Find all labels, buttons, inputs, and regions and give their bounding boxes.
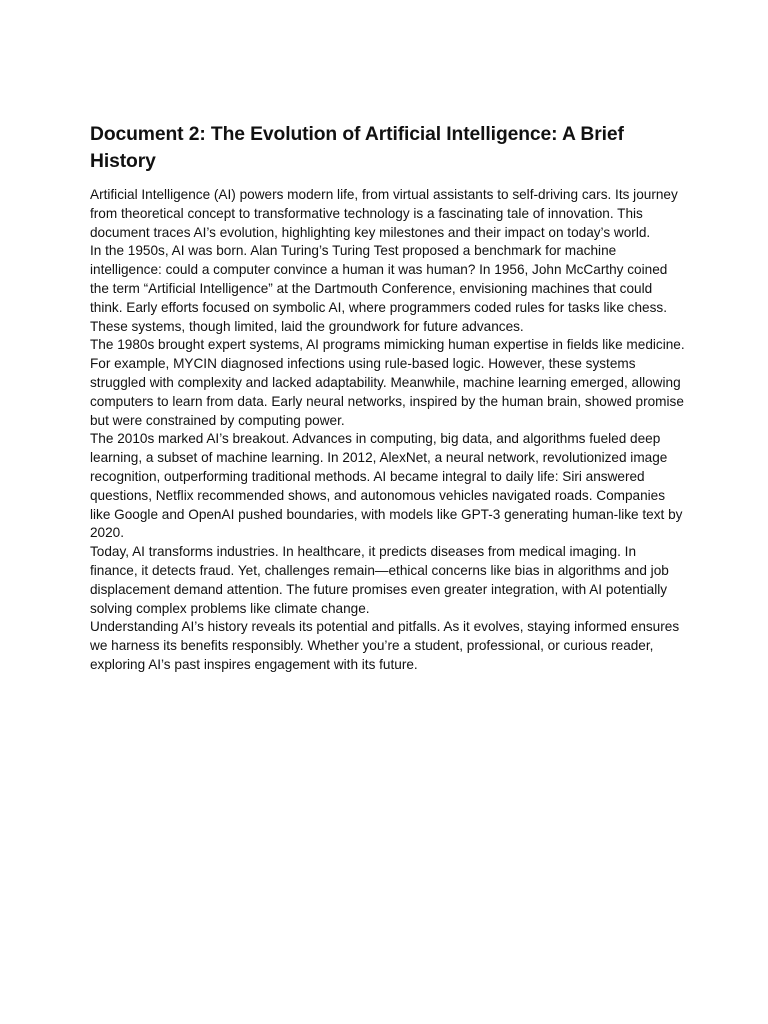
paragraph-2010s: The 2010s marked AI’s breakout. Advances in computing, big data, and algorithms fueled deep learning, a subset of machine learning. In 2012, AlexNet, a neural network, revolutionized image recognition, outperforming traditional methods. AI became integral to daily life: Siri answered questions, Netflix recommended shows, and autonomous vehicles navigated roads. Companies like Google and OpenAI pushed boundaries, with models like GPT-3 generating human-like text by 2020.: [90, 431, 683, 541]
paragraph-introduction: Artificial Intelligence (AI) powers modern life, from virtual assistants to self-driving cars. Its journey from theoretical concept to transformative technology is a fascinating tale of innovation. This document traces AI’s evolution, highlighting key milestones and their impact on today’s world.: [90, 187, 678, 240]
paragraph-1950s: In the 1950s, AI was born. Alan Turing’s Turing Test proposed a benchmark for machine intelligence: could a computer convince a human it was human? In 1956, John McCarthy coined the term “Artificial Intelligence” at the Dartmouth Conference, envisioning machines that could think. Early efforts focused on symbolic AI, where programmers coded rules for tasks like chess. These systems, though limited, laid the groundwork for future advances.: [90, 243, 668, 334]
paragraph-today: Today, AI transforms industries. In healthcare, it predicts diseases from medical imaging. In finance, it detects fraud. Yet, challenges remain—ethical concerns like bias in algorithms and job displacement demand attention. The future promises even greater integration, with AI potentially solving complex problems like climate change.: [90, 544, 669, 616]
document-body: [90, 121, 686, 675]
paragraph-1980s: The 1980s brought expert systems, AI programs mimicking human expertise in fields like medicine. For example, MYCIN diagnosed infections using rule-based logic. However, these systems struggled with complexity and lacked adaptability. Meanwhile, machine learning emerged, allowing computers to learn from data. Early neural networks, inspired by the human brain, showed promise but were constrained by computing power.: [90, 337, 685, 428]
paragraph-conclusion: Understanding AI’s history reveals its potential and pitfalls. As it evolves, staying informed ensures we harness its benefits responsibly. Whether you’re a student, professional, or curious reader, exploring AI’s past inspires engagement with its future.: [90, 619, 680, 672]
document-title: Document 2: The Evolution of Artificial Intelligence: A Brief History: [90, 124, 624, 172]
